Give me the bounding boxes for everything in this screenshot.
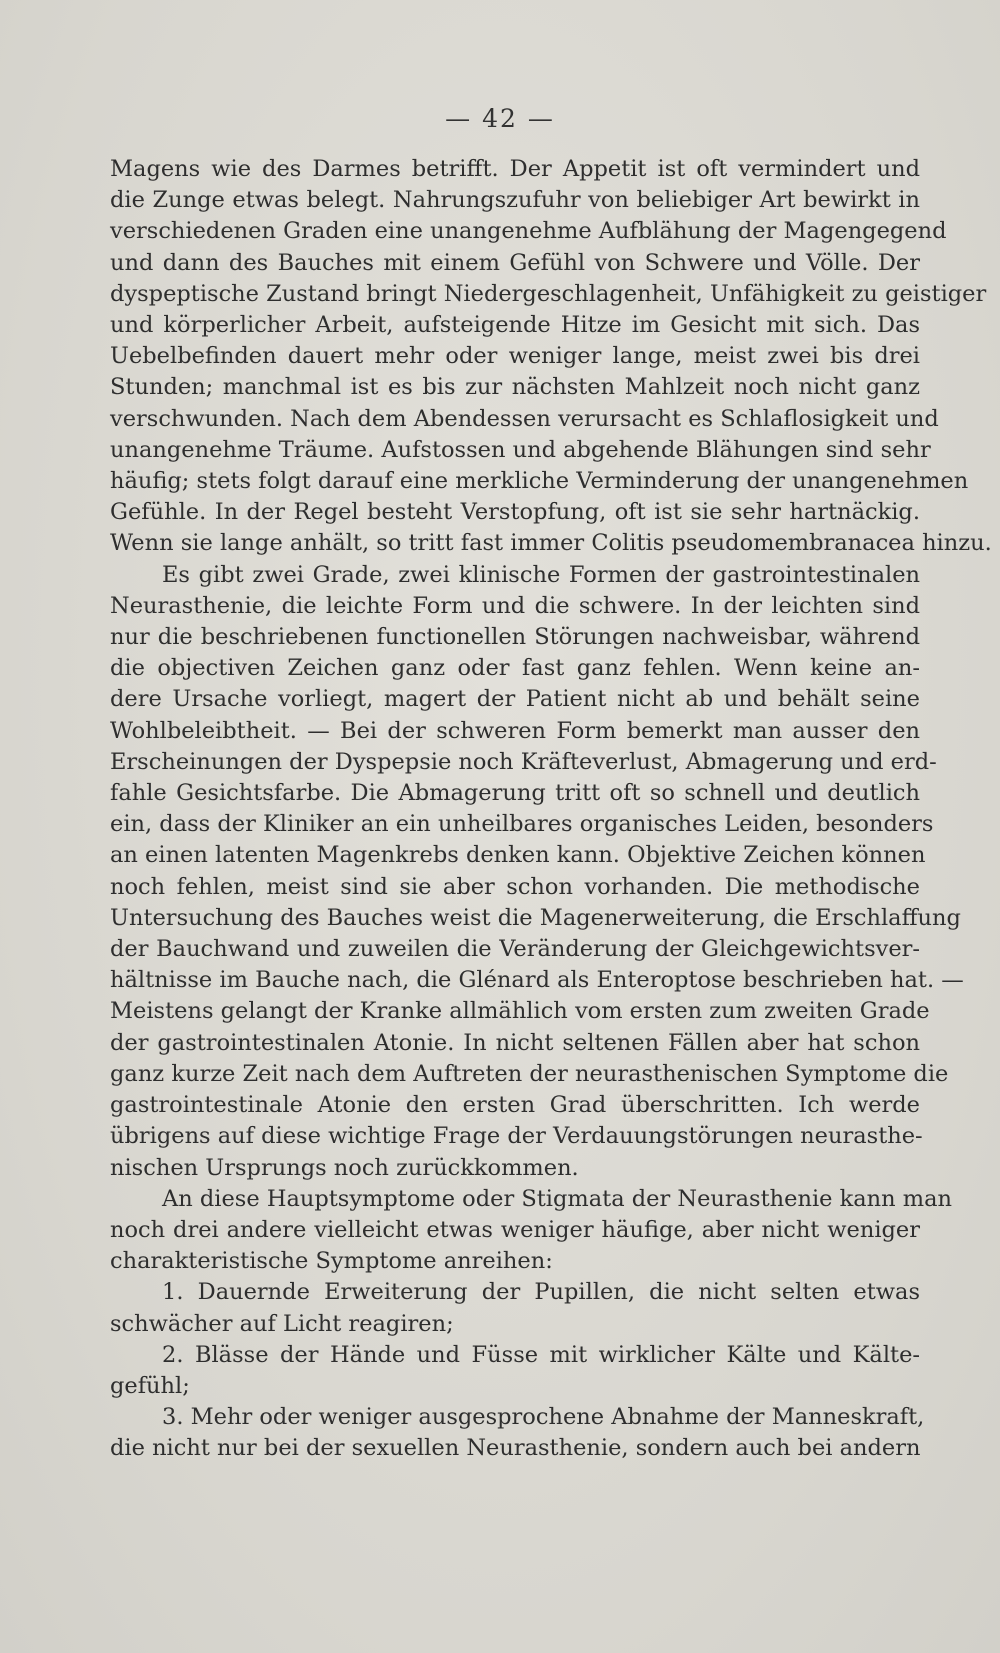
- text-line: Es gibt zwei Grade, zwei klinische Formen der gastrointestinalen: [162, 561, 920, 588]
- text-line: und körperlicher Arbeit, aufsteigende Hitze im Gesicht mit sich. Das: [110, 312, 920, 339]
- text-line: Uebelbefinden dauert mehr oder weniger lange, meist zwei bis drei: [110, 343, 920, 370]
- text-line: hältnisse im Bauche nach, die Glénard als Enteroptose beschrieben hat. —: [110, 967, 964, 994]
- text-line: 2. Blässe der Hände und Füsse mit wirklicher Kälte und Kälte-: [162, 1341, 920, 1368]
- text-line: Wohlbeleibtheit. — Bei der schweren Form bemerkt man ausser den: [110, 717, 920, 744]
- text-line: Erscheinungen der Dyspepsie noch Kräfteverlust, Abmagerung und erd-: [110, 748, 937, 775]
- text-line: Meistens gelangt der Kranke allmählich vom ersten zum zweiten Grade: [110, 998, 930, 1025]
- text-line: Gefühle. In der Regel besteht Verstopfung, oft ist sie sehr hartnäckig.: [110, 499, 920, 526]
- text-line: Magens wie des Darmes betrifft. Der Appetit ist oft vermindert und: [110, 156, 920, 182]
- text-line: Wenn sie lange anhält, so tritt fast immer Colitis pseudomembranacea hinzu.: [110, 530, 992, 557]
- text-line: und dann des Bauches mit einem Gefühl von Schwere und Völle. Der: [110, 249, 920, 276]
- text-line: häufig; stets folgt darauf eine merkliche Verminderung der unangenehmen: [110, 468, 969, 495]
- text-line: noch drei andere vielleicht etwas weniger häufige, aber nicht weniger: [110, 1216, 920, 1243]
- text-line: die nicht nur bei der sexuellen Neurasthenie, sondern auch bei andern: [110, 1435, 921, 1462]
- text-line: nur die beschriebenen functionellen Störungen nachweisbar, während: [110, 624, 920, 651]
- text-line: an einen latenten Magenkrebs denken kann. Objektive Zeichen können: [110, 842, 926, 869]
- text-line: verschiedenen Graden eine unangenehme Aufblähung der Magengegend: [110, 218, 947, 245]
- text-line: fahle Gesichtsfarbe. Die Abmagerung tritt oft so schnell und deutlich: [110, 780, 920, 807]
- text-line: dyspeptische Zustand bringt Niedergeschlagenheit, Unfähigkeit zu geistiger: [110, 280, 987, 307]
- text-line: ein, dass der Kliniker an ein unheilbares organisches Leiden, besonders: [110, 811, 934, 838]
- text-line: nischen Ursprungs noch zurückkommen.: [110, 1154, 579, 1181]
- text-line: die Zunge etwas belegt. Nahrungszufuhr von beliebiger Art bewirkt in: [110, 187, 920, 214]
- text-line: 1. Dauernde Erweiterung der Pupillen, die nicht selten etwas: [162, 1279, 920, 1306]
- text-line: übrigens auf diese wichtige Frage der Verdauungstörungen neurasthe-: [110, 1123, 923, 1150]
- text-line: noch fehlen, meist sind sie aber schon vorhanden. Die methodische: [110, 873, 920, 900]
- text-line: Stunden; manchmal ist es bis zur nächsten Mahlzeit noch nicht ganz: [110, 374, 920, 401]
- text-line: charakteristische Symptome anreihen:: [110, 1248, 553, 1275]
- text-line: verschwunden. Nach dem Abendessen verursacht es Schlaflosigkeit und: [110, 405, 939, 432]
- text-line: dere Ursache vorliegt, magert der Patient nicht ab und behält seine: [110, 686, 920, 713]
- text-line: schwächer auf Licht reagiren;: [110, 1310, 454, 1337]
- text-line: der gastrointestinalen Atonie. In nicht seltenen Fällen aber hat schon: [110, 1029, 920, 1056]
- text-line: Untersuchung des Bauches weist die Magenerweiterung, die Erschlaffung: [110, 904, 961, 931]
- text-line: die objectiven Zeichen ganz oder fast ganz fehlen. Wenn keine an-: [110, 655, 920, 682]
- body-text: [110, 154, 992, 1465]
- text-line: Neurasthenie, die leichte Form und die schwere. In der leichten sind: [110, 592, 920, 619]
- text-line: ganz kurze Zeit nach dem Auftreten der neurasthenischen Symptome die: [110, 1060, 949, 1087]
- text-line: unangenehme Träume. Aufstossen und abgehende Blähungen sind sehr: [110, 436, 931, 463]
- text-line: gastrointestinale Atonie den ersten Grad überschritten. Ich werde: [110, 1092, 920, 1119]
- text-line: An diese Hauptsymptome oder Stigmata der Neurasthenie kann man: [162, 1185, 953, 1212]
- text-line: 3. Mehr oder weniger ausgesprochene Abnahme der Manneskraft,: [162, 1404, 925, 1431]
- text-line: der Bauchwand und zuweilen die Veränderung der Gleichgewichtsver-: [110, 936, 920, 963]
- page-number: — 42 —: [445, 104, 555, 133]
- text-line: gefühl;: [110, 1372, 190, 1399]
